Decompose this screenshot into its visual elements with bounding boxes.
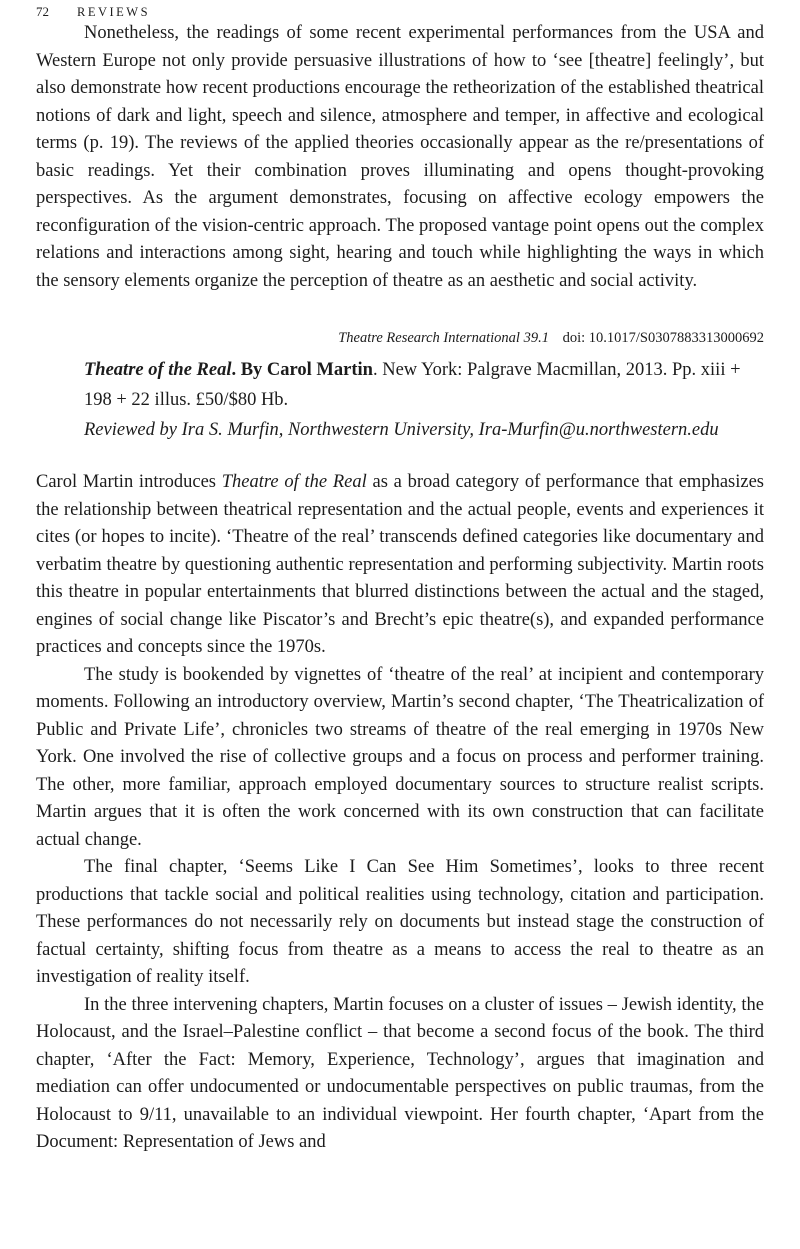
running-header	[36, 4, 764, 20]
previous-review-closing-paragraph: Nonetheless, the readings of some recent experimental performances from the USA and Western Europe not only provide persuasive illustrations of how to ‘see [theatre] feelingly’, but also demonstrate how recent productions encourage the retheorization of the established theatrical notions of dark and light, speech and silence, atmosphere and temper, in affective and ecological terms (p. 19). The reviews of the applied theories occasionally appear as the re/presentations of basic readings. Yet their combination proves illuminating and opens thought-provoking perspectives. As the argument demonstrates, focusing on affective ecology empowers the reconfiguration of the vision-centric approach. The proposed vantage point opens out the complex relations and interactions among sight, hearing and touch while highlighting the ways in which the sensory elements organize the perception of theatre as an aesthetic and social activity.	[36, 23, 764, 291]
doi: doi: 10.1017/S0307883313000692	[562, 330, 764, 346]
page-number: 72	[36, 4, 49, 19]
book-title-inline: Theatre of the Real	[221, 472, 367, 492]
page-body	[36, 20, 764, 1157]
review-body	[36, 469, 764, 1157]
running-head-title: REVIEWS	[77, 5, 151, 19]
journal-citation: Theatre Research International 39.1	[338, 330, 549, 346]
citation-line	[36, 328, 764, 348]
review-byline: . By Carol Martin	[231, 360, 373, 380]
review-heading	[84, 355, 764, 415]
review-paragraph-3: The final chapter, ‘Seems Like I Can See Him Sometimes’, looks to three recent productions that tackle social and political realities using technology, citation and participation. These performances do not necessarily rely on documents but instead stage the construction of factual certainty, shifting focus from theatre as a means to access the real to theatre as an investigation of reality itself.	[36, 857, 764, 987]
review-publication-info: . New York: Palgrave Macmillan, 2013. Pp. xiii + 198 + 22 illus. £50/$80 Hb.	[84, 360, 741, 410]
review-title: Theatre of the Real	[84, 360, 232, 380]
review-paragraph-1-text: Carol Martin introduces	[36, 472, 222, 492]
review-paragraph-1	[36, 469, 764, 662]
review-paragraph-2: The study is bookended by vignettes of ‘theatre of the real’ at incipient and contemporary moments. Following an introductory overview, Martin’s second chapter, ‘The Theatricalization of Public and Private Life’, chronicles two streams of theatre of the real emerging in 1970s New York. One involved the rise of collective groups and a focus on process and performer training. The other, more familiar, approach employed documentary sources to structure realist scripts. Martin argues that it is often the work concerned with its own construction that can facilitate actual change.	[36, 664, 764, 850]
review-paragraph-4: In the three intervening chapters, Martin focuses on a cluster of issues – Jewish identity, the Holocaust, and the Israel–Palestine conflict – that become a second focus of the book. The third chapter, ‘After the Fact: Memory, Experience, Technology’, argues that imagination and mediation can offer undocumented or undocumentable perspectives on public traumas, from the Holocaust to 9/11, unavailable to an individual viewpoint. Her fourth chapter, ‘Apart from the Document: Representation of Jews and	[36, 994, 764, 1152]
reviewer-line: Reviewed by Ira S. Murfin, Northwestern University, Ira-Murfin@u.northwestern.edu	[84, 420, 719, 440]
review-paragraph-1-text-continued: as a broad category of performance that emphasizes the relationship between theatrical representation and the actual people, events and experiences it cites (or hopes to incite). ‘Theatre of the real’ transcends defined categories like documentary and verbatim theatre by questioning authentic representation and performing subjectivity. Martin roots this theatre in popular entertainments that blurred distinctions between the actual and the staged, engines of social change like Piscator’s and Brecht’s epic theatre(s), and expanded performance practices and concepts since the 1970s.	[36, 472, 764, 657]
